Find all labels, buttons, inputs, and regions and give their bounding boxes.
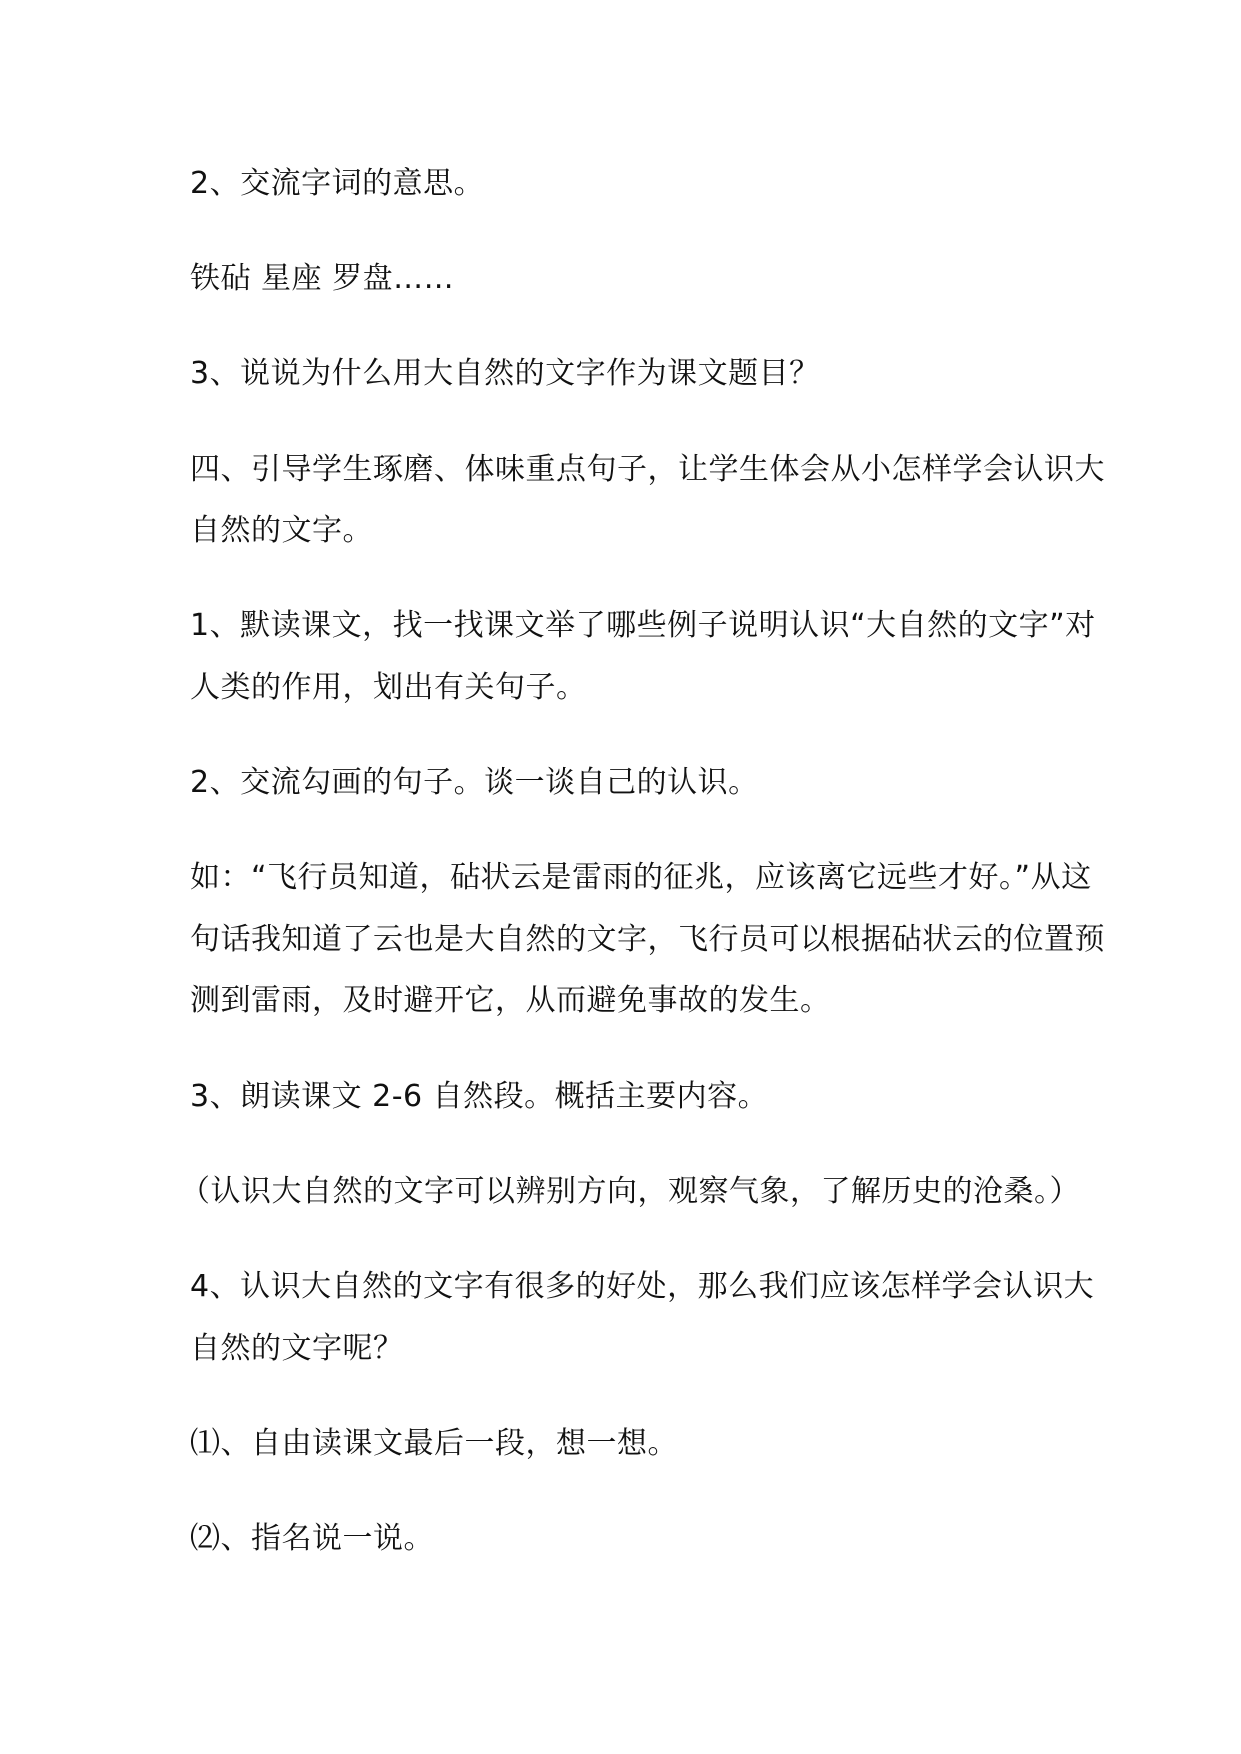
text-line: 3、说说为什么用大自然的文字作为课文题目？ <box>190 356 820 391</box>
text-line: 1、默读课文，找一找课文举了哪些例子说明认识“大自然的文字”对 <box>190 608 1096 643</box>
text-line: 自然的文字。 <box>190 513 373 548</box>
text-line: 如：“飞行员知道，砧状云是雷雨的征兆，应该离它远些才好。”从这 <box>190 860 1092 895</box>
text-line: 4、认识大自然的文字有很多的好处，那么我们应该怎样学会认识大 <box>190 1269 1095 1304</box>
text-line: ⑴、自由读课文最后一段，想一想。 <box>190 1426 678 1461</box>
text-line: 2、交流字词的意思。 <box>190 166 485 201</box>
text-line: 句话我知道了云也是大自然的文字，飞行员可以根据砧状云的位置预 <box>190 922 1105 957</box>
text-line: 2、交流勾画的句子。谈一谈自己的认识。 <box>190 765 759 800</box>
text-line: ⑵、指名说一说。 <box>190 1521 434 1556</box>
text-line: 四、引导学生琢磨、体味重点句子，让学生体会从小怎样学会认识大 <box>190 452 1105 487</box>
text-line: （认识大自然的文字可以辨别方向，观察气象，了解历史的沧桑。） <box>180 1174 1080 1209</box>
text-line: 铁砧 星座 罗盘…… <box>190 261 455 296</box>
text-line: 测到雷雨，及时避开它，从而避免事故的发生。 <box>190 983 831 1018</box>
text-line: 自然的文字呢？ <box>190 1331 404 1366</box>
text-line: 3、朗读课文 2-6 自然段。概括主要内容。 <box>190 1079 769 1114</box>
text-line: 人类的作用，划出有关句子。 <box>190 670 587 705</box>
